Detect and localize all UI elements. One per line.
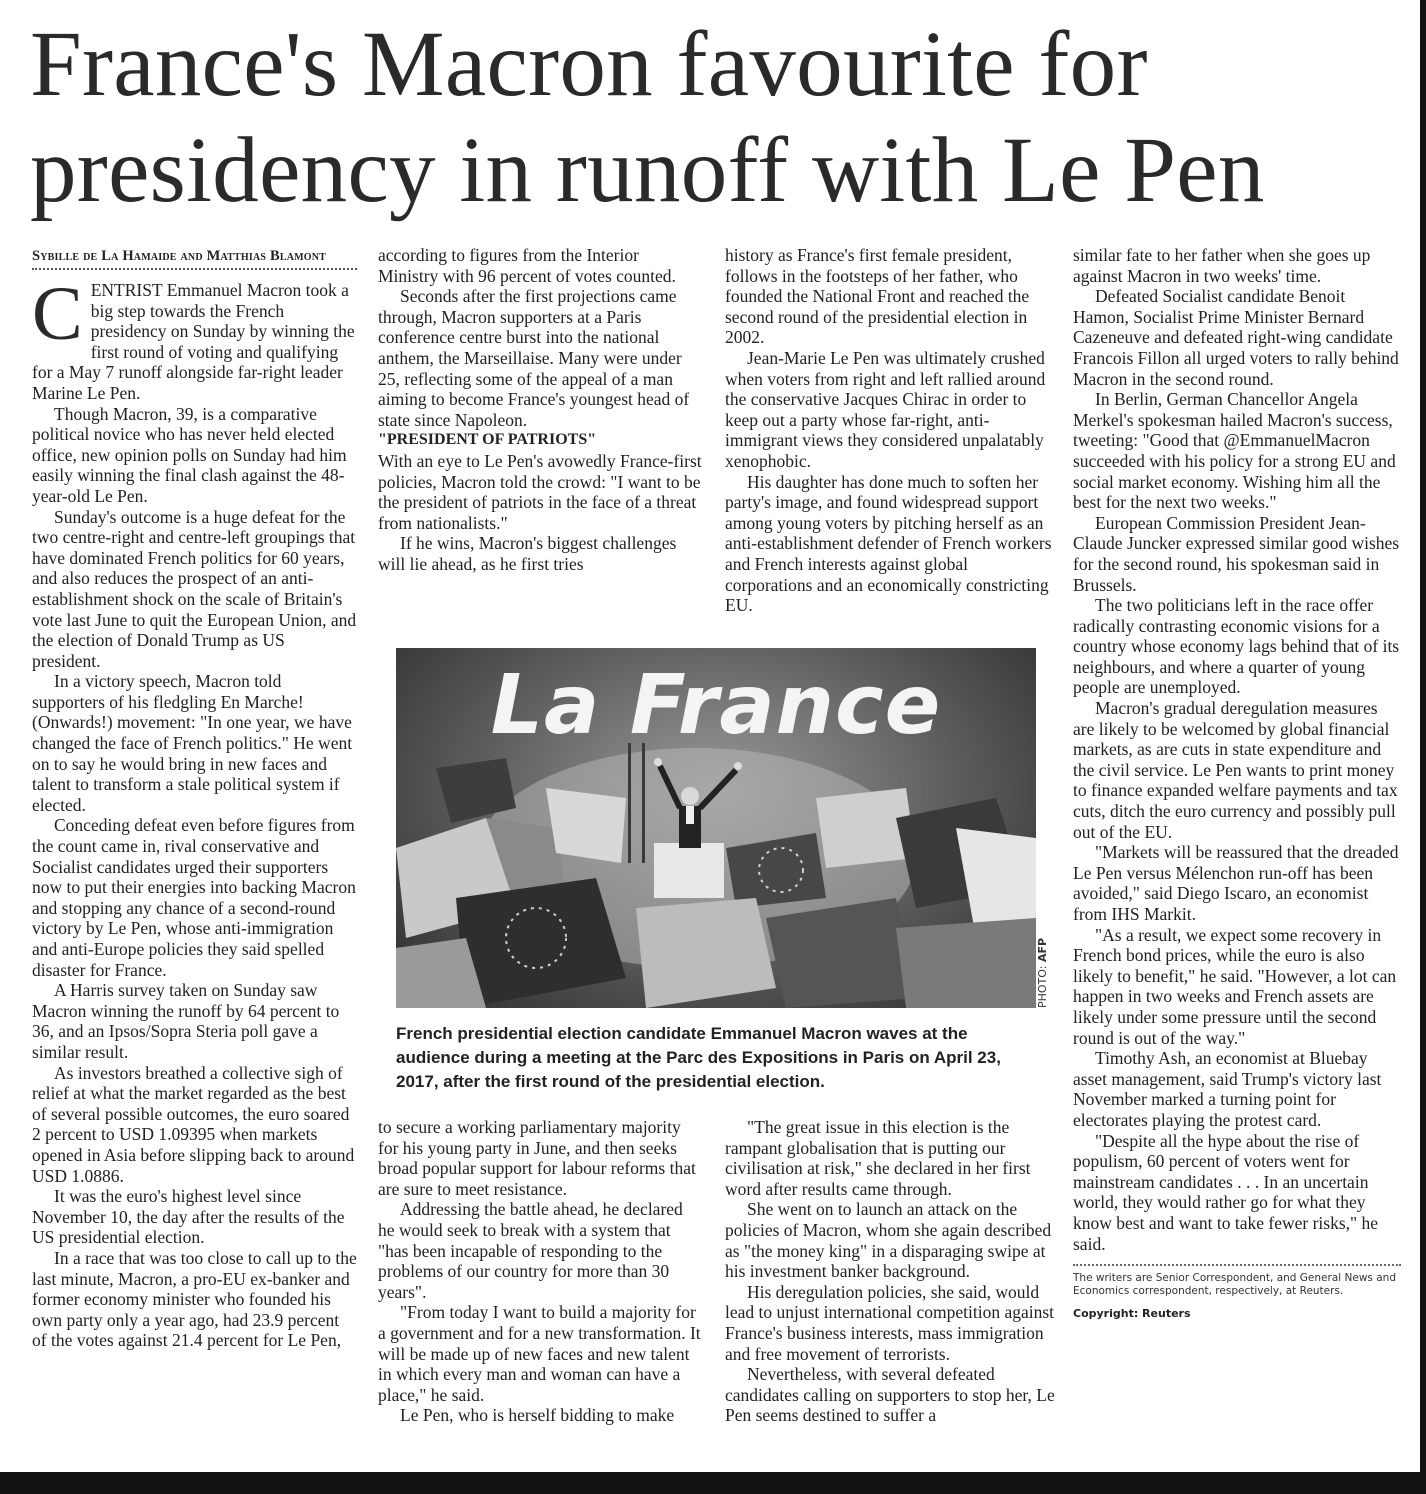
byline-divider [32, 268, 357, 270]
column-4 [1073, 245, 1401, 1325]
drop-cap: C [32, 272, 83, 356]
subheading: "PRESIDENT OF PATRIOTS" [378, 431, 597, 449]
paragraph: Timothy Ash, an economist at Bluebay asset management, said Trump's victory last November marked a turning point for electorates playing the protest card. [1073, 1048, 1382, 1130]
photo-credit-source: AFP [1036, 937, 1049, 963]
paragraph: Le Pen, who is herself bidding to make [400, 1405, 675, 1426]
paragraph: "Despite all the hype about the rise of populism, 60 percent of voters went for mainstream candidates . . . In an uncertain world, they would rather go for what they know best and want to take fewer risks," he said. [1073, 1130, 1379, 1254]
paragraph: "From today I want to build a majority for a government and for a new transformation. It will be made up of new faces and new talent in which every man and woman can have a place," he said. [378, 1302, 701, 1405]
paragraph: It was the euro's highest level since November 10, the day after the results of the US presidential election. [32, 1186, 345, 1248]
lead-paragraph-text: ENTRIST Emmanuel Macron took a big step towards the French presidency on Sunday by winning the first round of voting and qualifying for a May 7 runoff alongside far-right leader Marine Le Pen. [32, 280, 355, 403]
lead-paragraph [32, 272, 357, 404]
paragraph: His daughter has done much to soften her party's image, and found widespread support among young voters by pitching herself as an anti-establishment defender of French workers and French interests against global corporations and an economically constricting EU. [725, 471, 1052, 616]
paragraph: As investors breathed a collective sigh of relief at what the market regarded as the best of several possible outcomes, the euro soared 2 percent to USD 1.09395 when markets opened in Asia before slipping back to around USD 1.0886. [32, 1062, 355, 1186]
paragraph: history as France's first female president, follows in the footsteps of her father, who founded the National Front and reached the second round of the presidential election in 2002. [725, 245, 1030, 348]
paragraph: In a victory speech, Macron told supporters of his fledgling En Marche! (Onwards!) movement: "In one year, we have changed the face of French politics." He went on to say he would bring in new faces and talent to transform a stale political system if elected. [32, 671, 353, 815]
copyright: Copyright: Reuters [1073, 1307, 1191, 1321]
paragraph: "The great issue in this election is the rampant globalisation that is putting our civilisation at risk," she declared in her first word after results came through. [725, 1117, 1031, 1199]
paragraph: Though Macron, 39, is a comparative political novice who has never held elected office, new opinion polls on Sunday had him easily winning the final clash against the 48-year-old Le Pen. [32, 403, 347, 506]
paragraph: Jean-Marie Le Pen was ultimately crushed when voters from right and left rallied around the conservative Jacques Chirac in order to keep out a party whose far-right, anti-immigrant views they considered unpalatably xenophobic. [725, 347, 1046, 471]
paragraph: Sunday's outcome is a huge defeat for the two centre-right and centre-left groupings that have dominated French politics for 60 years, and also reduces the prospect of an anti-establishment shock on the scale of Britain's vote last June to quit the European Union, and the election of Donald Trump as US president. [32, 506, 357, 671]
paragraph: Nevertheless, with several defeated candidates calling on supporters to stop her, Le Pen seems destined to suffer a [725, 1364, 1055, 1426]
news-photo [396, 648, 1036, 1008]
column-1 [32, 248, 357, 1351]
page-border-bottom [0, 1472, 1426, 1494]
paragraph: Addressing the battle ahead, he declared he would seek to break with a system that "has been incapable of responding to the problems of our country for more than 30 years". [378, 1199, 683, 1302]
paragraph: "As a result, we expect some recovery in French bond prices, while the euro is also likely to benefit," he said. "However, a lot can happen in two weeks and French assets are likely under some pressure until the second round is out of the way." [1073, 924, 1397, 1048]
paragraph: In a race that was too close to call up to the last minute, Macron, a pro-EU ex-banker and former economy minister who founded his own party only a year ago, had 23.9 percent of the votes against 21.4 percent for Le Pen, [32, 1247, 357, 1351]
column-3-bottom [725, 1117, 1055, 1426]
paragraph: according to figures from the Interior Ministry with 96 percent of votes counted. [378, 245, 676, 286]
paragraph: If he wins, Macron's biggest challenges will lie ahead, as he first tries [378, 533, 677, 574]
paragraph: similar fate to her father when she goes up against Macron in two weeks' time. [1073, 245, 1371, 286]
footnote-divider [1073, 1264, 1401, 1266]
paragraph: His deregulation policies, she said, would lead to unjust international competition against France's business interests, mass immigration and free movement of terrorists. [725, 1281, 1055, 1364]
column-3-top [725, 245, 1055, 616]
paragraph: She went on to launch an attack on the policies of Macron, whom she again described as "the money king" in a disparaging swipe at his investment banker background. [725, 1199, 1052, 1282]
headline: France's Macron favourite for presidency in runoff with Le Pen [30, 13, 1265, 222]
paragraph: In Berlin, German Chancellor Angela Merkel's spokesman hailed Macron's success, tweeting: "Good that @EmmanuelMacron succeeded with his policy for a strong EU and social market economy. Wishing him all the best for the next two weeks." [1073, 389, 1396, 513]
paragraph: A Harris survey taken on Sunday saw Macron winning the runoff by 64 percent to 36, and an Ipsos/Sopra Steria poll gave a similar result. [32, 980, 340, 1062]
photo-credit-label: PHOTO: [1036, 962, 1049, 1008]
column-2-bottom [378, 1117, 703, 1426]
column-2-top [378, 245, 703, 575]
paragraph: Conceding defeat even before figures from the count came in, rival conservative and Socialist candidates urged their supporters now to put their energies into backing Macron and stopping any chance of a second-round victory by Le Pen, whose anti-immigration and anti-Europe policies they said spelled disaster for France. [32, 815, 356, 980]
photo-caption: French presidential election candidate Emmanuel Macron waves at the audience during a meeting at the Parc des Expositions in Paris on April 23, 2017, after the first round of the presidential election. [396, 1024, 1001, 1091]
paragraph: to secure a working parliamentary majority for his young party in June, and then seeks broad popular support for labour reforms that are sure to meet resistance. [378, 1117, 696, 1199]
page-border-right [1420, 0, 1426, 1494]
paragraph: Defeated Socialist candidate Benoit Hamon, Socialist Prime Minister Bernard Cazeneuve and defeated right-wing candidate Francois Fillon all urged voters to rally behind Macron in the second round. [1073, 286, 1399, 389]
paragraph: With an eye to Le Pen's avowedly France-first policies, Macron told the crowd: "I want to be the president of patriots in the face of a threat from nationalists." [378, 450, 702, 533]
byline: Sybille de La Hamaide and Matthias Blamont [32, 248, 327, 264]
author-footnote: The writers are Senior Correspondent, and General News and Economics correspondent, respectively, at Reuters. [1073, 1272, 1396, 1298]
paragraph: Seconds after the first projections came through, Macron supporters at a Paris conference centre burst into the national anthem, the Marseillaise. Many were under 25, reflecting some of the appeal of a man aiming to become France's youngest head of state since Napoleon. [378, 286, 690, 430]
paragraph: "Markets will be reassured that the dreaded Le Pen versus Mélenchon run-off has been avoided," said Diego Iscaro, an economist from IHS Markit. [1073, 842, 1399, 924]
paragraph: The two politicians left in the race offer radically contrasting economic visions for a country whose economy lags behind that of its neighbours, and where a quarter of young people are unemployed. [1073, 595, 1400, 698]
photo-banner-text: La France [490, 658, 942, 753]
paragraph: European Commission President Jean-Claude Juncker expressed similar good wishes for the second round, his spokesman said in Brussels. [1073, 512, 1400, 595]
paragraph: Macron's gradual deregulation measures are likely to be welcomed by global financial markets, as are cuts in state expenditure and the civil service. Le Pen wants to print money to finance expanded welfare payments and tax cuts, ditch the euro currency and possibly pull out of the EU. [1073, 698, 1398, 842]
